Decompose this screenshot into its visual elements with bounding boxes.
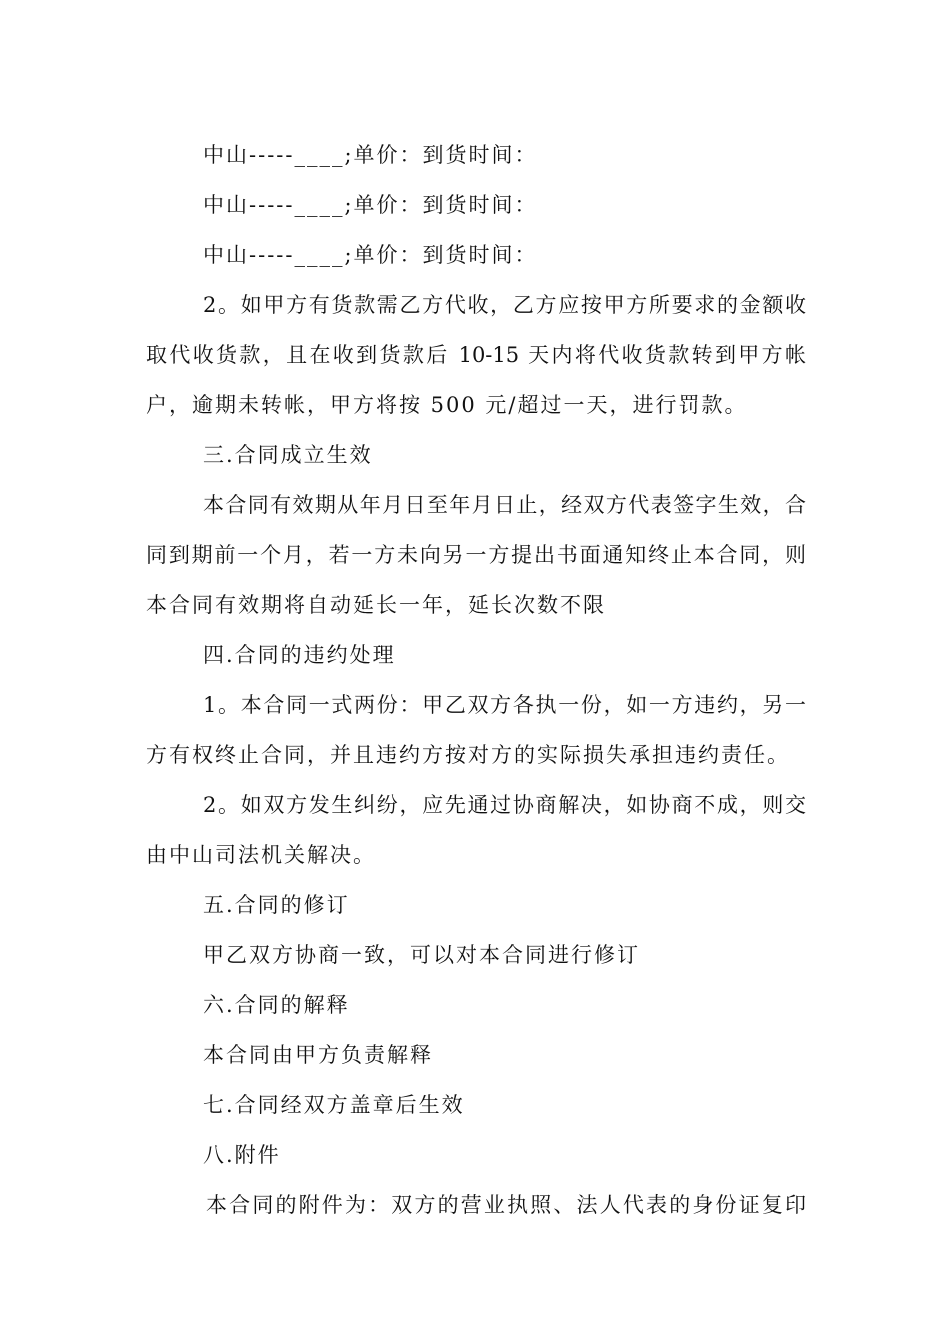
section-8-text: 本合同的附件为：双方的营业执照、法人代表的身份证复印 bbox=[206, 1193, 806, 1217]
section-4-clause-2-line-1: 2。如双方发生纠纷，应先通过协商解决，如协商不成，则交 bbox=[203, 793, 806, 817]
section-7-heading: 七.合同经双方盖章后生效 bbox=[203, 1093, 465, 1117]
section-5-heading: 五.合同的修订 bbox=[203, 893, 350, 917]
price-line-1: 中山-----____;单价：到货时间： bbox=[203, 143, 538, 167]
section-3-line-3: 本合同有效期将自动延长一年，延长次数不限 bbox=[146, 593, 606, 617]
clause-2-line-1: 2。如甲方有货款需乙方代收，乙方应按甲方所要求的金额收 bbox=[203, 293, 806, 317]
section-3-line-1: 本合同有效期从年月日至年月日止，经双方代表签字生效，合 bbox=[203, 493, 806, 517]
section-3-line-2: 同到期前一个月，若一方未向另一方提出书面通知终止本合同，则 bbox=[146, 543, 806, 567]
section-3-heading: 三.合同成立生效 bbox=[203, 443, 373, 467]
section-4-clause-2-line-2: 由中山司法机关解决。 bbox=[146, 843, 376, 867]
section-6-heading: 六.合同的解释 bbox=[203, 993, 350, 1017]
clause-2-line-3: 户，逾期未转帐，甲方将按 500 元/超过一天，进行罚款。 bbox=[146, 393, 748, 417]
document-body bbox=[146, 130, 806, 1230]
price-line-3: 中山-----____;单价：到货时间： bbox=[203, 243, 538, 267]
section-6-text: 本合同由甲方负责解释 bbox=[203, 1043, 433, 1067]
section-4-clause-1-line-1: 1。本合同一式两份：甲乙双方各执一份，如一方违约，另一 bbox=[203, 693, 806, 717]
section-5-text: 甲乙双方协商一致，可以对本合同进行修订 bbox=[203, 943, 640, 967]
price-line-2: 中山-----____;单价：到货时间： bbox=[203, 193, 538, 217]
section-4-clause-1-line-2: 方有权终止合同，并且违约方按对方的实际损失承担违约责任。 bbox=[146, 743, 790, 767]
clause-2-line-2: 取代收货款，且在收到货款后 10-15 天内将代收货款转到甲方帐 bbox=[146, 343, 806, 367]
section-4-heading: 四.合同的违约处理 bbox=[203, 643, 396, 667]
section-8-heading: 八.附件 bbox=[203, 1143, 281, 1167]
